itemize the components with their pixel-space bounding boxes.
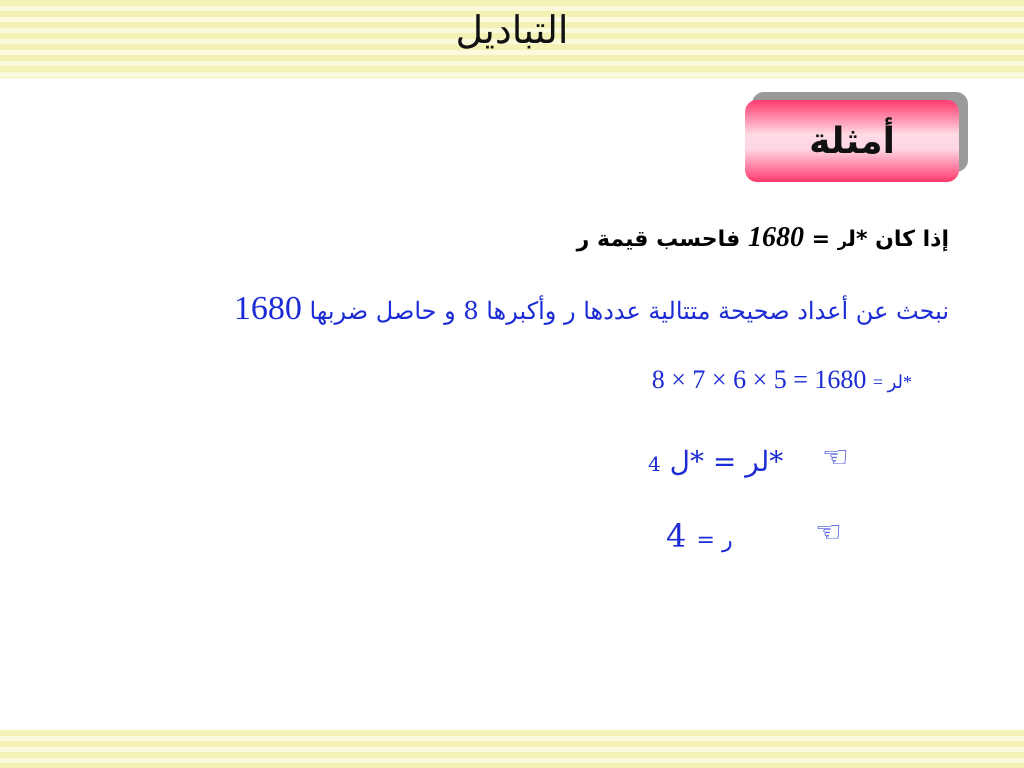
question-prefix: إذا كان *ل (847, 227, 949, 252)
pointing-hand-icon: ☜ (822, 440, 849, 475)
explanation-text: نبحث عن أعداد صحيحة متتالية عددها ر وأكبرها 8 و حاصل ضربها (301, 297, 949, 325)
question-equals: = (803, 227, 838, 252)
product-expression: 8 × 7 × 6 × 5 = 1680 (651, 365, 867, 394)
step-1-subscript: 4 (648, 452, 661, 476)
question-line (577, 222, 949, 254)
examples-badge: أمثلة (745, 100, 959, 182)
step-1 (648, 445, 783, 478)
step-2 (666, 517, 733, 555)
explanation-value: 1680 (233, 290, 302, 327)
explanation-line (234, 290, 949, 328)
step-2-value: 4 (666, 517, 687, 555)
pointing-hand-icon: ☜ (815, 515, 842, 550)
question-value: 1680 (747, 222, 804, 253)
step-1-expression: *لر = *ل (669, 445, 784, 478)
slide-title: التباديل (455, 8, 569, 52)
question-subscript: ر (837, 231, 848, 250)
step-2-expression: ر = (696, 528, 733, 553)
question-suffix: فاحسب قيمة ر (576, 227, 748, 252)
product-line (652, 365, 912, 395)
product-lhs: *لر = (872, 372, 912, 392)
bottom-decorative-band (0, 730, 1024, 768)
